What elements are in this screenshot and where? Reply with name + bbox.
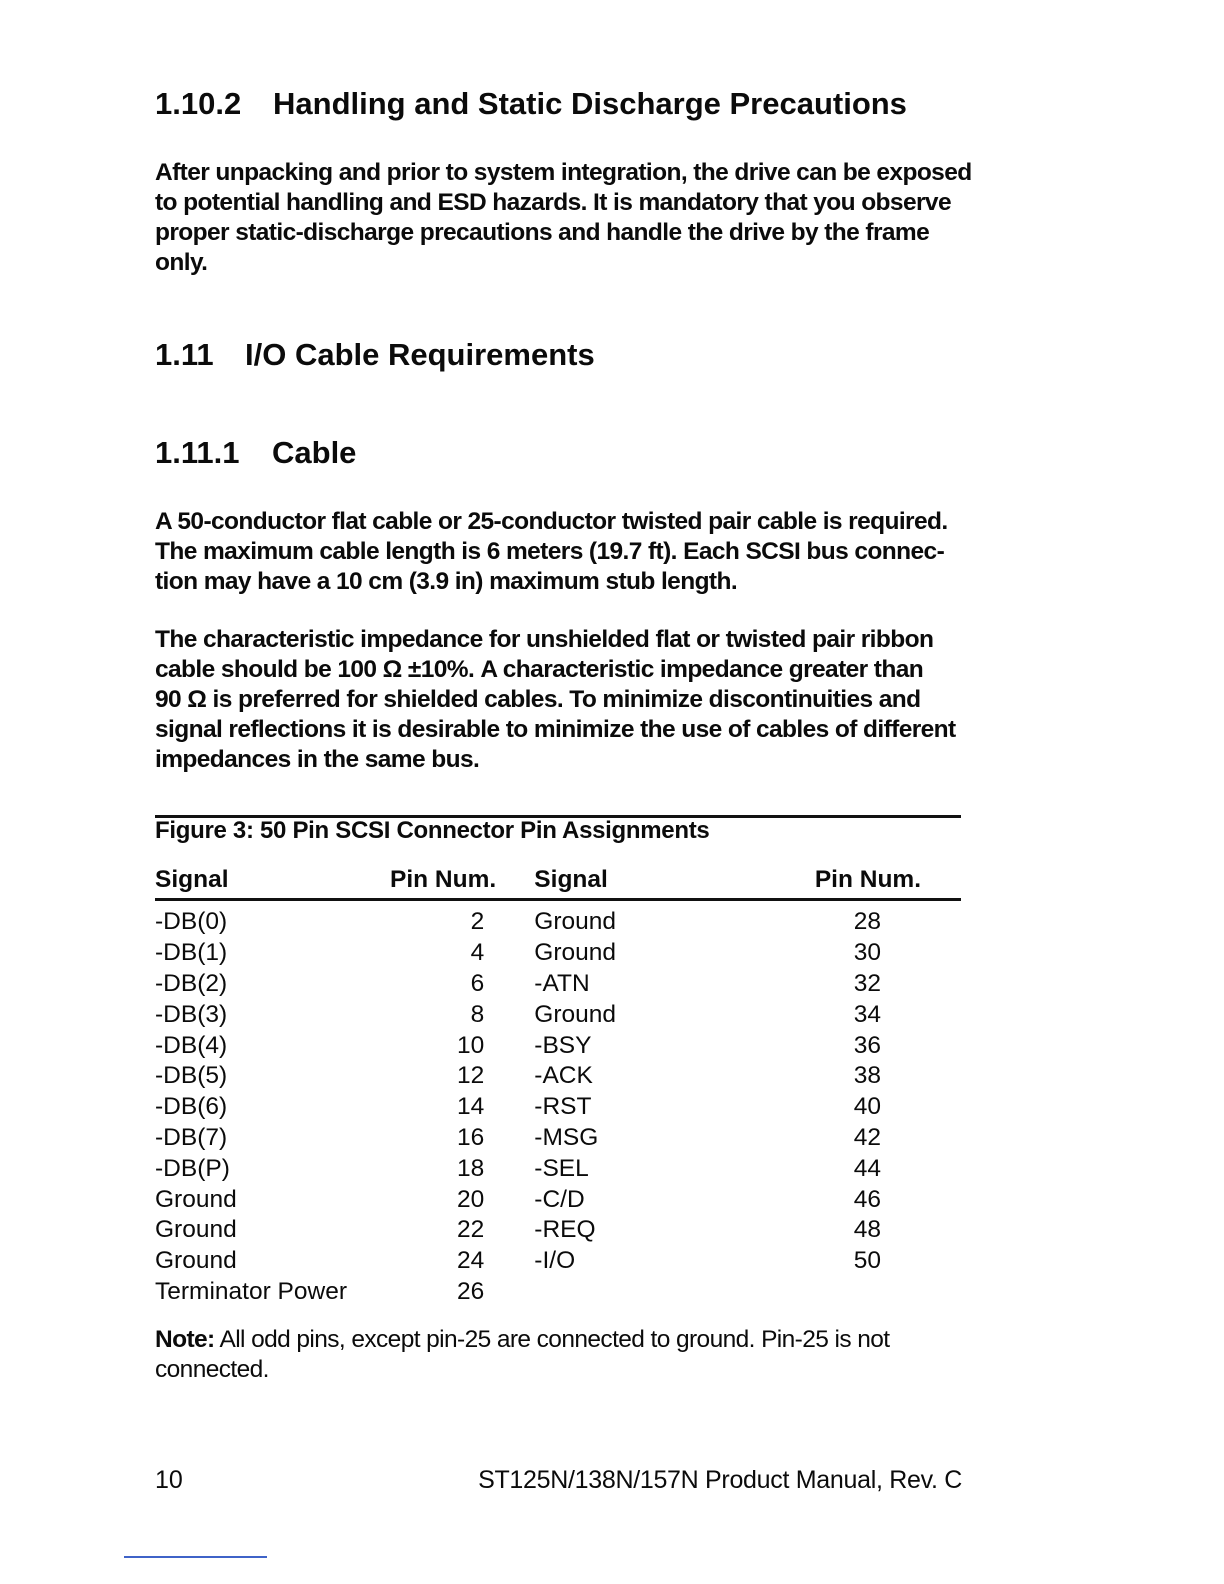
section-heading-1-10-2 xyxy=(155,86,907,122)
signal-cell: -C/D xyxy=(534,1185,585,1213)
table-header-row xyxy=(155,866,961,900)
column-header-pin-num: Pin Num. xyxy=(390,866,534,900)
signal-cell: -DB(3) xyxy=(155,1000,228,1028)
impedance-paragraph xyxy=(155,625,965,775)
pin-num-cell: 8 xyxy=(470,1000,485,1028)
paragraph-line: proper static-discharge precautions and handle the drive by the frame xyxy=(155,219,930,246)
pin-num-cell: 36 xyxy=(853,1031,881,1059)
pin-num-cell: 14 xyxy=(457,1093,485,1121)
table-row xyxy=(155,1246,961,1277)
section-number: 1.11 xyxy=(155,337,214,372)
paragraph-line: signal reflections it is desirable to minimize the use of cables of different xyxy=(155,716,956,743)
cable-paragraph xyxy=(155,507,965,597)
paragraph-line: The characteristic impedance for unshielded flat or twisted pair ribbon xyxy=(155,626,934,653)
paragraph-line: tion may have a 10 cm (3.9 in) maximum stub length. xyxy=(155,568,738,595)
pin-num-cell: 6 xyxy=(470,969,485,997)
pin-num-cell: 22 xyxy=(457,1216,485,1244)
paragraph-line: to potential handling and ESD hazards. It is mandatory that you observe xyxy=(155,189,951,216)
signal-cell: Ground xyxy=(534,1000,617,1028)
section-heading-1-11-1 xyxy=(155,435,356,471)
signal-cell: -SEL xyxy=(534,1154,589,1182)
signal-cell: -I/O xyxy=(534,1247,576,1275)
pin-num-cell: 44 xyxy=(853,1154,881,1182)
manual-title: ST125N/138N/157N Product Manual, Rev. C xyxy=(478,1466,962,1494)
pin-num-cell: 4 xyxy=(470,939,485,967)
table-row xyxy=(155,900,961,938)
pin-num-cell: 12 xyxy=(457,1062,485,1090)
pin-note xyxy=(155,1325,965,1385)
pin-assignment-table xyxy=(155,866,961,1307)
section-heading-1-11 xyxy=(155,337,595,373)
signal-cell: Ground xyxy=(155,1247,237,1275)
paragraph-line: A 50-conductor flat cable or 25-conductor twisted pair cable is required. xyxy=(155,508,948,535)
section-title: Cable xyxy=(272,435,357,470)
pin-num-cell: 24 xyxy=(457,1247,485,1275)
table-row xyxy=(155,1092,961,1123)
pin-num-cell: 10 xyxy=(457,1031,485,1059)
signal-cell: -DB(6) xyxy=(155,1093,228,1121)
pin-num-cell: 16 xyxy=(457,1123,485,1151)
pin-num-cell: 40 xyxy=(853,1093,881,1121)
pin-num-cell: 28 xyxy=(853,908,881,936)
note-text: All odd pins, except pin-25 are connected to ground. Pin-25 is not xyxy=(214,1326,890,1353)
section-number: 1.11.1 xyxy=(155,435,240,470)
paragraph-line: impedances in the same bus. xyxy=(155,746,480,773)
paragraph-line: only. xyxy=(155,249,208,276)
signal-cell: Ground xyxy=(534,939,617,967)
signal-cell: -DB(1) xyxy=(155,939,228,967)
signal-cell: -DB(2) xyxy=(155,969,228,997)
scan-artifact-line xyxy=(124,1556,267,1558)
signal-cell: -ATN xyxy=(534,969,590,997)
figure-caption: Figure 3: 50 Pin SCSI Connector Pin Assignments xyxy=(155,817,710,844)
table-row xyxy=(155,969,961,1000)
section-title: Handling and Static Discharge Precautions xyxy=(273,86,907,121)
table-row xyxy=(155,1277,961,1308)
pin-num-cell: 46 xyxy=(853,1185,881,1213)
note-line: connected. xyxy=(155,1356,269,1383)
section-number: 1.10.2 xyxy=(155,86,242,121)
pin-num-cell: 38 xyxy=(853,1062,881,1090)
table-row xyxy=(155,999,961,1030)
column-header-signal: Signal xyxy=(534,866,743,900)
signal-cell xyxy=(534,1277,743,1308)
signal-cell: -REQ xyxy=(534,1216,596,1244)
paragraph-line: After unpacking and prior to system integration, the drive can be exposed xyxy=(155,159,972,186)
signal-cell: -DB(0) xyxy=(155,908,228,936)
pin-num-cell xyxy=(743,1277,961,1308)
table-row xyxy=(155,1215,961,1246)
column-header-pin-num: Pin Num. xyxy=(743,866,961,900)
signal-cell: -DB(4) xyxy=(155,1031,228,1059)
paragraph-line: 90 Ω is preferred for shielded cables. To minimize discontinuities and xyxy=(155,686,921,713)
table-row xyxy=(155,1123,961,1154)
pin-num-cell: 42 xyxy=(853,1123,881,1151)
page-number: 10 xyxy=(155,1466,183,1494)
signal-cell: -DB(P) xyxy=(155,1154,230,1182)
pin-num-cell: 48 xyxy=(853,1216,881,1244)
table-row xyxy=(155,1030,961,1061)
table-row xyxy=(155,1153,961,1184)
pin-num-cell: 32 xyxy=(853,969,881,997)
signal-cell: Terminator Power xyxy=(155,1277,347,1305)
signal-cell: -ACK xyxy=(534,1062,593,1090)
signal-cell: Ground xyxy=(155,1216,237,1244)
pin-num-cell: 50 xyxy=(853,1247,881,1275)
signal-cell: -RST xyxy=(534,1093,592,1121)
pin-num-cell: 34 xyxy=(853,1000,881,1028)
note-line xyxy=(155,1325,965,1355)
column-header-signal: Signal xyxy=(155,866,390,900)
signal-cell: -BSY xyxy=(534,1031,592,1059)
table-row xyxy=(155,1061,961,1092)
handling-paragraph xyxy=(155,158,972,278)
table-body xyxy=(155,900,961,1308)
signal-cell: Ground xyxy=(534,908,617,936)
note-label: Note: xyxy=(155,1326,215,1353)
signal-cell: -DB(7) xyxy=(155,1123,228,1151)
pin-num-cell: 18 xyxy=(457,1154,485,1182)
pin-num-cell: 30 xyxy=(853,939,881,967)
table-row xyxy=(155,938,961,969)
signal-cell: -MSG xyxy=(534,1123,599,1151)
paragraph-line: The maximum cable length is 6 meters (19.7 ft). Each SCSI bus connec- xyxy=(155,538,945,565)
signal-cell: Ground xyxy=(155,1185,237,1213)
table-row xyxy=(155,1184,961,1215)
paragraph-line: cable should be 100 Ω ±10%. A characteristic impedance greater than xyxy=(155,656,924,683)
signal-cell: -DB(5) xyxy=(155,1062,228,1090)
pin-num-cell: 26 xyxy=(457,1277,485,1305)
section-title: I/O Cable Requirements xyxy=(245,337,595,372)
pin-num-cell: 20 xyxy=(457,1185,485,1213)
pin-num-cell: 2 xyxy=(470,908,485,936)
